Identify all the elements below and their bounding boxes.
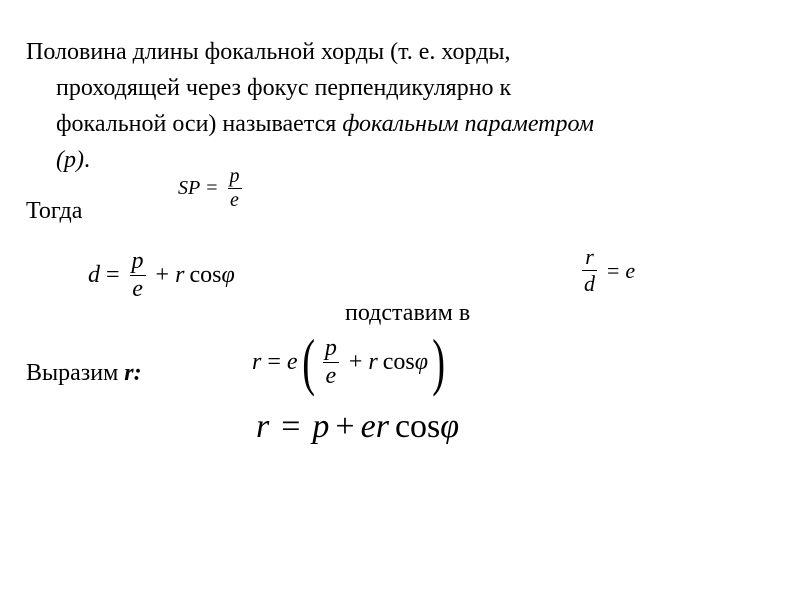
formula-rd-fraction — [582, 244, 597, 297]
paragraph-line-3 — [26, 106, 766, 142]
formula-d-lhs: d — [88, 262, 100, 288]
formula-rf-er: er — [360, 408, 389, 445]
focal-parameter-symbol: (p) — [56, 147, 84, 173]
formula-rd-den: d — [584, 271, 595, 296]
label-substitute: подставим в — [345, 300, 471, 326]
formula-rd — [578, 244, 635, 297]
paragraph-line-4 — [26, 142, 766, 178]
formula-rs-plus: + — [348, 348, 363, 375]
label-express-text: Выразим — [26, 360, 125, 386]
paragraph-period: . — [83, 147, 90, 173]
formula-rs-eq: = — [267, 348, 281, 375]
formula-rs-rparen: ) — [432, 326, 446, 397]
paragraph-line-1: Половина длины фокальной хорды (т. е. хорды, — [26, 39, 511, 65]
formula-rs-e: e — [286, 348, 298, 375]
paragraph-line-2: проходящей через фокус перпендикулярно к — [56, 75, 512, 101]
formula-d — [88, 248, 235, 303]
label-express — [26, 358, 142, 388]
formula-rf-plus: + — [335, 408, 355, 445]
formula-rs-num: p — [324, 334, 337, 361]
formula-d-num: p — [131, 248, 144, 274]
paragraph-line-3-text: фокальной оси) называется — [56, 111, 343, 137]
label-togda: Тогда — [26, 198, 83, 224]
formula-rf-lhs: r — [256, 408, 270, 445]
formula-rs-cos: cos — [382, 348, 415, 375]
formula-rs-r: r — [368, 348, 378, 375]
formula-d-fraction — [130, 248, 146, 303]
formula-rf-phi: φ — [440, 408, 460, 445]
formula-sp-num: p — [229, 165, 240, 187]
formula-rs-fraction — [323, 335, 339, 390]
formula-d-phi: φ — [221, 262, 235, 288]
formula-sp — [178, 165, 246, 212]
label-express-var: r: — [124, 360, 142, 386]
focal-parameter-term: фокальным параметром — [342, 111, 594, 137]
formula-d-r: r — [175, 262, 185, 288]
formula-rs-lparen: ( — [301, 326, 315, 397]
formula-sp-fraction — [228, 165, 242, 212]
formula-rd-eq: = — [607, 257, 620, 283]
formula-rf-eq: = — [281, 408, 301, 445]
formula-rf-cos: cos — [394, 408, 441, 445]
formula-r-final — [256, 408, 459, 446]
formula-rs-lhs: r — [252, 348, 262, 375]
formula-rs-phi: φ — [414, 348, 429, 375]
formula-d-eq: = — [106, 262, 120, 288]
formula-rs-den: e — [325, 362, 337, 389]
formula-sp-eq: = — [206, 177, 218, 199]
definition-paragraph — [26, 34, 766, 178]
formula-rd-rhs: e — [625, 257, 636, 283]
formula-d-plus: + — [155, 262, 170, 288]
formula-sp-lhs: SP — [178, 177, 201, 199]
formula-sp-den: e — [230, 189, 239, 211]
formula-rf-p: p — [312, 408, 330, 445]
formula-d-cos: cos — [189, 262, 222, 288]
formula-r-substituted — [252, 326, 449, 397]
formula-rd-num: r — [585, 244, 594, 269]
formula-d-den: e — [132, 276, 143, 302]
